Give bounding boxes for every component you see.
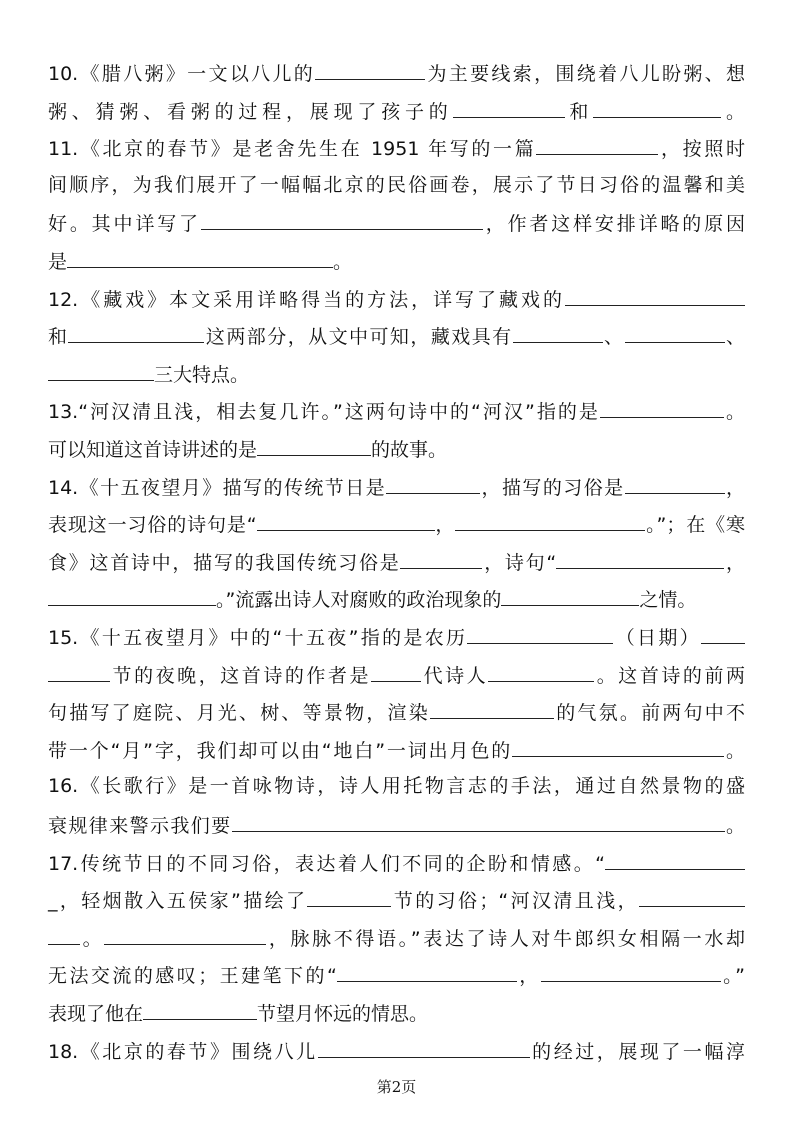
text-line — [48, 207, 745, 237]
text-line — [48, 959, 745, 989]
answer-blank[interactable] — [68, 320, 204, 343]
line-text: 好。其中详写了 — [48, 213, 201, 236]
line-text: 。 — [724, 815, 745, 837]
text-line — [48, 922, 745, 952]
line-text: 代诗人 — [421, 664, 489, 687]
line-text: 16.《长歌行》是一首咏物诗，诗人用托物言志的手法，通过自然景物的盛 — [48, 775, 745, 798]
answer-blank[interactable] — [536, 132, 658, 155]
text-line — [48, 583, 745, 613]
line-text: 的气氛。前两句中不 — [553, 702, 745, 725]
text-line — [48, 471, 745, 501]
line-text: 的故事。 — [371, 439, 448, 461]
text-line — [48, 546, 745, 576]
line-text: 三大特点。 — [154, 363, 250, 386]
line-text: 和 — [48, 326, 69, 349]
line-text: 10.《腊八粥》一文以八儿的 — [48, 63, 316, 85]
line-text: 无法交流的感叹；王建笔下的“ — [48, 965, 337, 988]
line-text: 。 — [80, 927, 105, 950]
answer-blank[interactable] — [453, 95, 565, 118]
answer-blank[interactable] — [201, 207, 483, 230]
answer-blank[interactable] — [701, 621, 745, 644]
text-line — [48, 433, 745, 463]
answer-blank[interactable] — [639, 884, 745, 907]
line-text: 可以知道这首诗讲述的是 — [48, 439, 258, 461]
text-line — [48, 1035, 745, 1065]
line-text: 17.传统节日的不同习俗，表达着人们不同的企盼和情感。“ — [48, 852, 605, 875]
answer-blank[interactable] — [467, 621, 613, 644]
line-text: 11.《北京的春节》是老舍先生在 1951 年写的一篇 — [48, 138, 537, 161]
text-line — [48, 809, 745, 839]
text-line — [48, 170, 745, 200]
answer-blank[interactable] — [541, 959, 721, 982]
line-text: 。 — [333, 251, 353, 273]
line-text: 节的夜晚，这首诗的作者是 — [110, 664, 372, 687]
line-text: 的经过，展现了一幅淳 — [529, 1040, 745, 1063]
answer-blank[interactable] — [315, 57, 425, 80]
line-text: 。” — [720, 965, 745, 988]
text-line — [48, 395, 745, 425]
line-text: 。 — [721, 100, 745, 123]
line-text: 之情。 — [639, 589, 697, 612]
answer-blank[interactable] — [625, 320, 725, 343]
line-text: 。”；在《寒 — [645, 514, 745, 537]
line-text: 间顺序，为我们展开了一幅幅北京的民俗画卷，展示了节日习俗的温馨和美 — [48, 173, 745, 196]
line-text: 。 — [724, 739, 745, 762]
answer-blank[interactable] — [556, 546, 724, 569]
text-line — [48, 320, 745, 350]
answer-blank[interactable] — [318, 1035, 530, 1058]
answer-blank[interactable] — [513, 320, 603, 343]
text-line — [48, 508, 745, 538]
line-text: 15.《十五夜望月》中的“十五夜”指的是农历 — [48, 627, 468, 649]
answer-blank[interactable] — [501, 583, 639, 606]
text-line — [48, 696, 745, 726]
text-line — [48, 997, 745, 1027]
answer-blank[interactable] — [565, 283, 745, 306]
answer-blank[interactable] — [512, 734, 724, 757]
answer-blank[interactable] — [430, 696, 554, 719]
line-text: 14.《十五夜望月》描写的传统节日是 — [48, 476, 387, 499]
text-line — [48, 245, 745, 275]
line-text: 粥、猜粥、看粥的过程，展现了孩子的 — [48, 100, 453, 123]
text-line — [48, 621, 745, 651]
line-text: 衰规律来警示我们要 — [48, 815, 232, 837]
text-line — [48, 132, 745, 162]
line-text: 。这首诗的前两 — [594, 664, 745, 687]
text-line — [48, 847, 745, 877]
line-text: 是 — [48, 251, 68, 273]
line-text: ，脉脉不得语。”表达了诗人对牛郎织女相隔一水却 — [266, 927, 745, 950]
answer-blank[interactable] — [143, 997, 257, 1020]
line-text: 、 — [602, 326, 625, 349]
answer-blank[interactable] — [625, 471, 725, 494]
text-line — [48, 283, 745, 313]
line-text: ，诗句“ — [482, 551, 557, 574]
line-text: ， — [724, 476, 745, 499]
answer-blank[interactable] — [386, 471, 480, 494]
line-text: _，轻烟散入五侯家”描绘了 — [48, 890, 308, 913]
line-text: 18.《北京的春节》围绕八儿 — [48, 1040, 318, 1063]
answer-blank[interactable] — [257, 433, 371, 456]
text-line — [48, 659, 745, 689]
text-line — [48, 771, 745, 801]
answer-blank[interactable] — [48, 583, 216, 606]
line-text: 。 — [723, 401, 745, 424]
line-text: 12.《藏戏》本文采用详略得当的方法，详写了藏戏的 — [48, 288, 565, 311]
answer-blank[interactable] — [307, 884, 391, 907]
line-text: 句描写了庭院、月光、树、等景物，渲染 — [48, 702, 430, 725]
answer-blank[interactable] — [455, 508, 645, 531]
line-text: 节的习俗；“河汉清且浅， — [391, 890, 639, 913]
line-text: （日期） — [613, 627, 701, 649]
line-text: 表现这一习俗的诗句是“ — [48, 514, 257, 537]
line-text: ， — [724, 551, 745, 574]
answer-blank[interactable] — [67, 245, 333, 268]
answer-blank[interactable] — [593, 95, 721, 118]
answer-blank[interactable] — [257, 508, 435, 531]
answer-blank[interactable] — [48, 659, 110, 682]
text-line — [48, 57, 745, 87]
answer-blank[interactable] — [400, 546, 482, 569]
line-text: ， — [434, 514, 456, 537]
page-number: 第2页 — [376, 1078, 417, 1096]
answer-blank[interactable] — [371, 659, 421, 682]
line-text: 、 — [724, 326, 745, 349]
line-text: 13.“河汉清且浅，相去复几许。”这两句诗中的“河汉”指的是 — [48, 401, 600, 424]
text-line — [48, 358, 745, 388]
answer-blank[interactable] — [337, 959, 517, 982]
line-text: 这两部分，从文中可知，藏戏具有 — [204, 326, 513, 349]
answer-blank[interactable] — [232, 809, 725, 832]
answer-blank[interactable] — [605, 847, 745, 870]
line-text: 节望月怀远的情思。 — [257, 1003, 429, 1025]
text-line — [48, 95, 745, 125]
line-text: ，描写的习俗是 — [480, 476, 625, 499]
answer-blank[interactable] — [600, 395, 724, 418]
line-text: ， — [516, 965, 541, 988]
line-text: ，作者这样安排详略的原因 — [482, 213, 745, 236]
answer-blank[interactable] — [104, 922, 266, 945]
line-text: ，按照时 — [658, 138, 745, 161]
answer-blank[interactable] — [48, 358, 154, 381]
text-line — [48, 884, 745, 914]
line-text: 带一个“月”字，我们却可以由“地白”一词出月色的 — [48, 739, 513, 762]
line-text: 表现了他在 — [48, 1003, 144, 1025]
answer-blank[interactable] — [48, 922, 80, 945]
line-text: 和 — [564, 100, 594, 123]
text-line — [48, 734, 745, 764]
line-text: 食》这首诗中，描写的我国传统习俗是 — [48, 551, 401, 574]
line-text: 。”流露出诗人对腐败的政治现象的 — [216, 589, 502, 612]
line-text: 为主要线索，围绕着八儿盼粥、想 — [425, 63, 745, 85]
answer-blank[interactable] — [488, 659, 594, 682]
